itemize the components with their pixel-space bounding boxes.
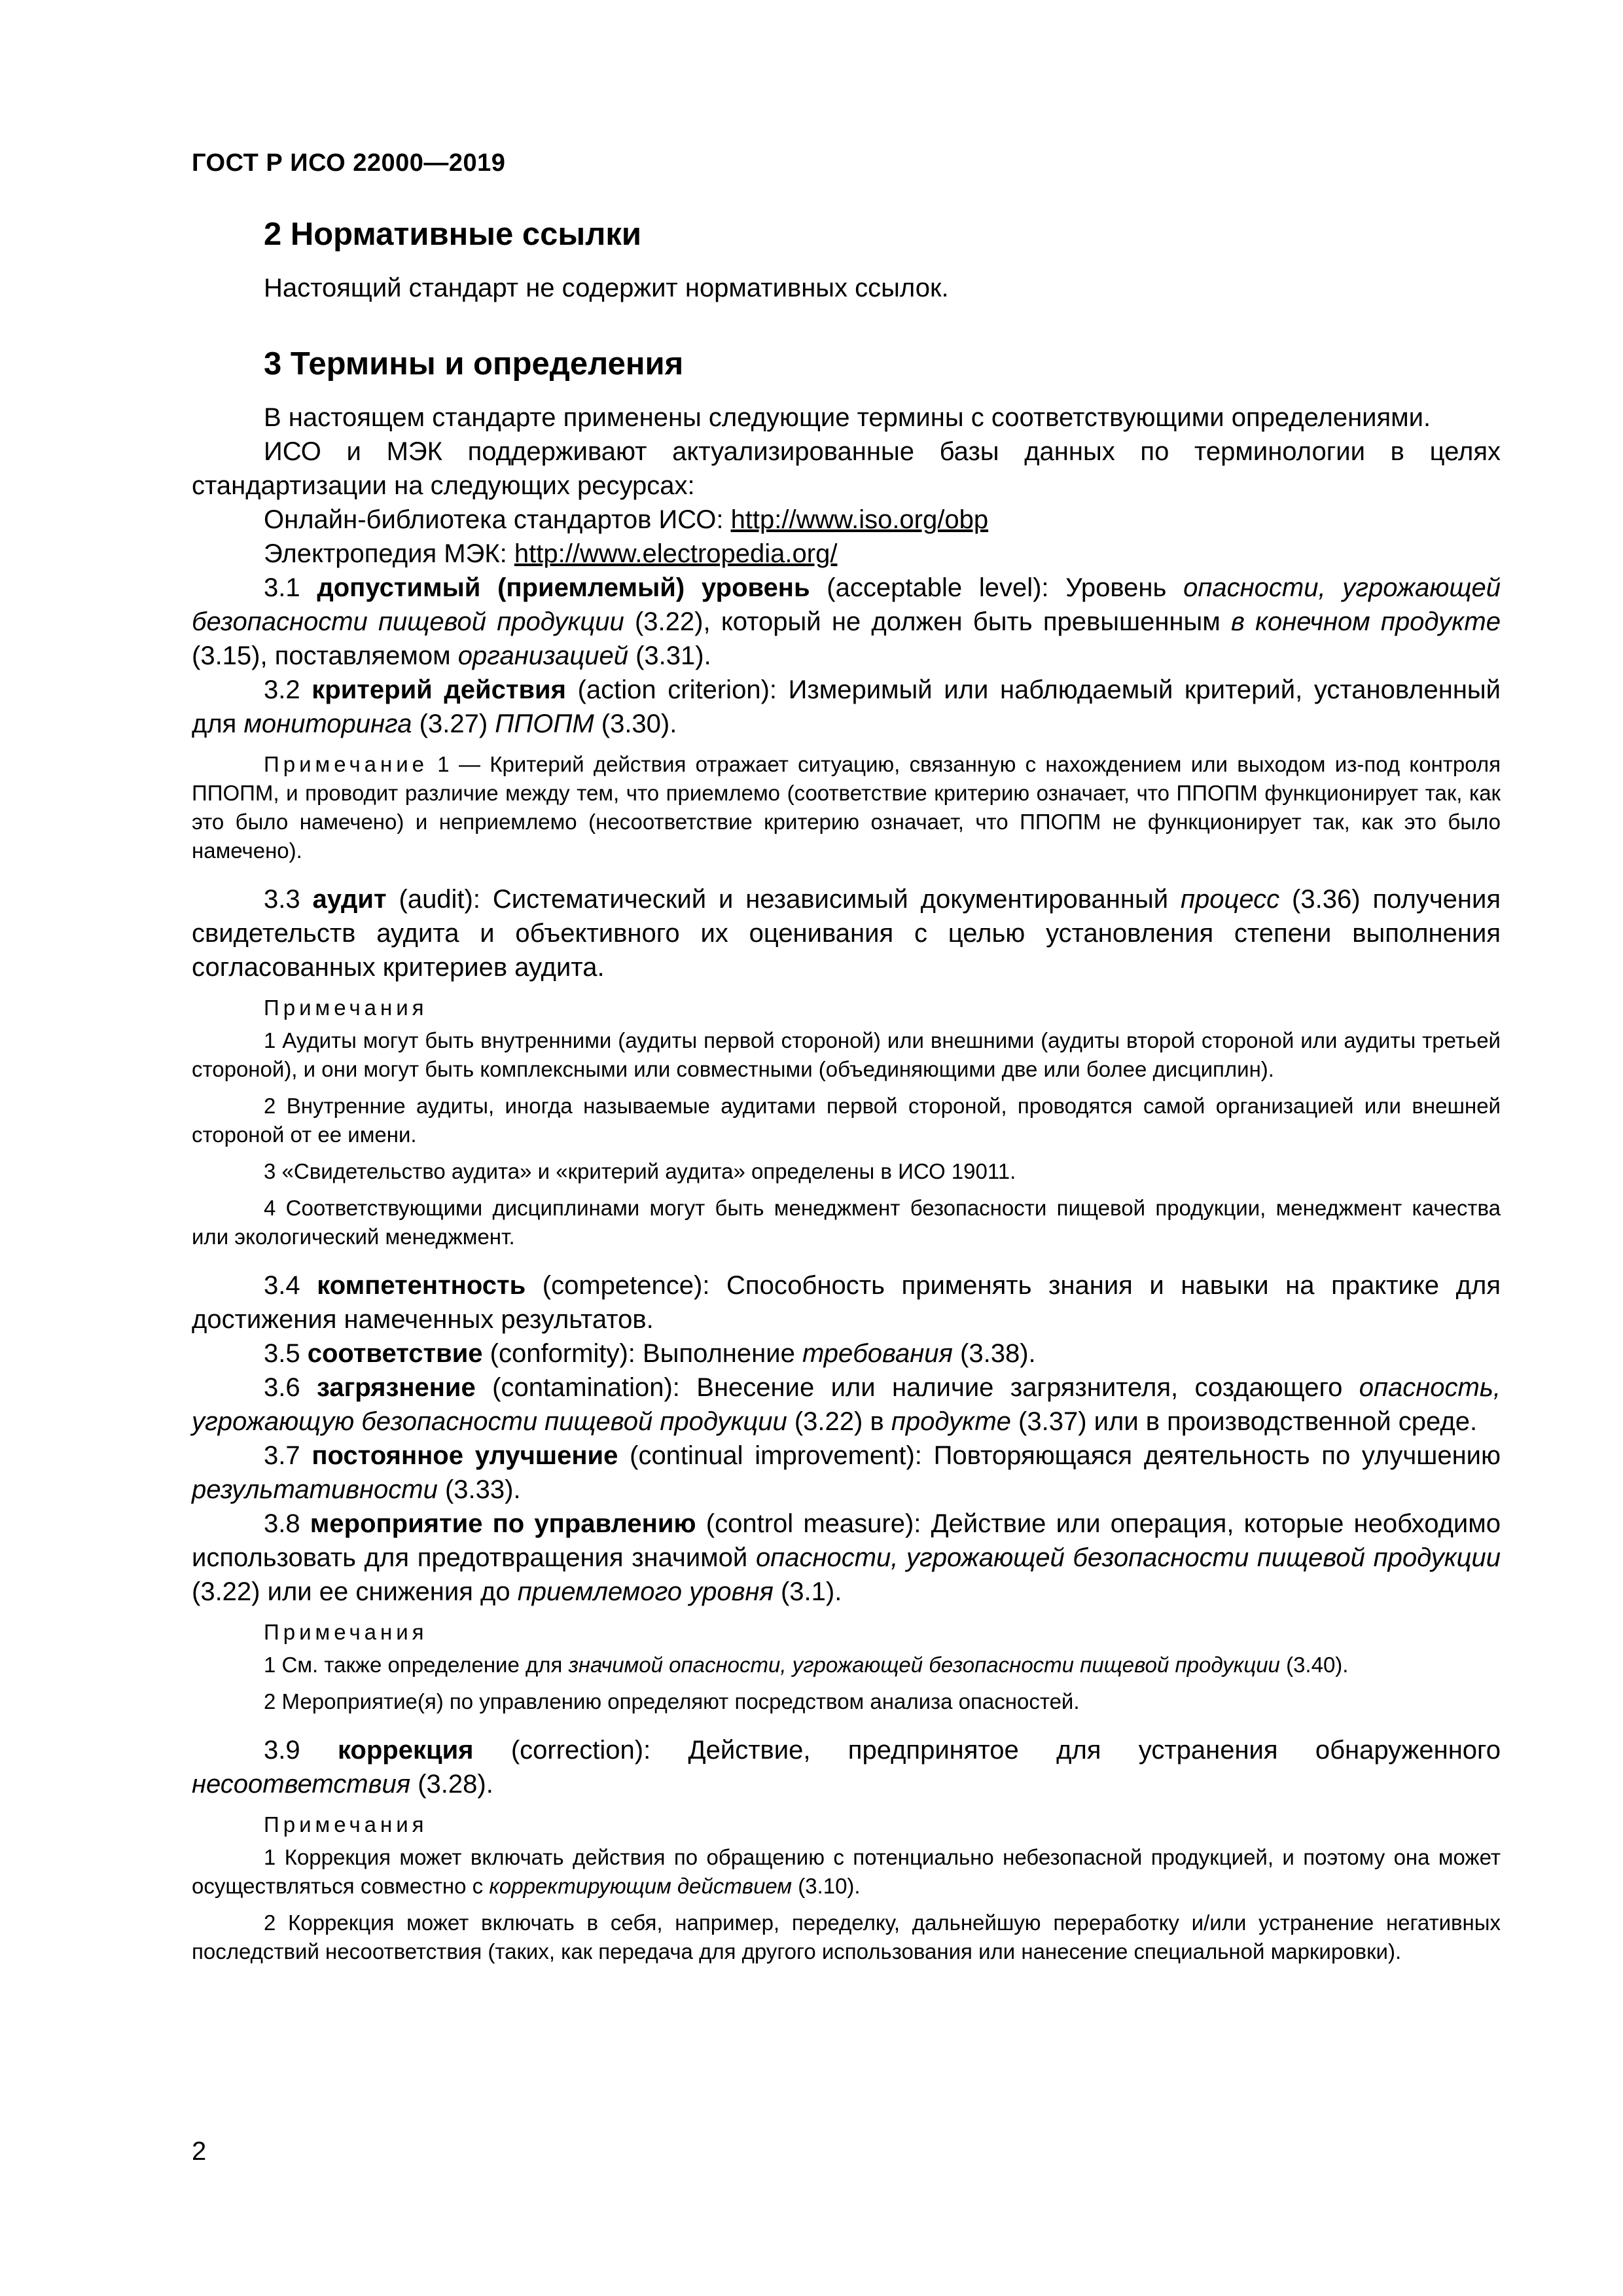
term-3-1-name: допустимый (приемлемый) уровень xyxy=(317,573,810,602)
term-3-8-name: мероприятие по управлению xyxy=(310,1509,696,1538)
term-3-7-name: постоянное улучшение xyxy=(312,1441,618,1470)
term-3-3-note-4: 4 Соответствующими дисциплинами могут быть менеджмент безопасности пищевой продукции, менеджмент качества или экологический менеджмент. xyxy=(192,1196,1501,1249)
iso-library-label: Онлайн-библиотека стандартов ИСО: xyxy=(264,505,731,534)
term-3-9-note-2: 2 Коррекция может включать в себя, например, переделку, дальнейшую переработку и/или устранение негативных последствий несоответствия (таких, как передача для другого использования или нанесение специальной маркировки). xyxy=(192,1910,1501,1964)
term-3-8-note-1: 1 См. также определение для значимой опасности, угрожающей безопасности пищевой продукции (3.40). xyxy=(264,1653,1349,1677)
electropedia-label: Электропедия МЭК: xyxy=(264,539,514,568)
section-3-intro: В настоящем стандарте применены следующие термины с соответствующими определениями. xyxy=(264,403,1431,432)
term-3-5-name: соответствие xyxy=(307,1339,483,1368)
document-header: ГОСТ Р ИСО 22000—2019 xyxy=(192,149,506,177)
term-3-7: 3.7 постоянное улучшение (continual improvement): Повторяющаяся деятельность по улучшению результативности (3.33). xyxy=(192,1441,1501,1504)
note-label: Примечание xyxy=(264,752,429,776)
term-3-6-name: загрязнение xyxy=(316,1373,476,1402)
term-3-9-notes-heading: Примечания xyxy=(264,1812,428,1837)
iso-library-line xyxy=(192,503,1501,537)
term-3-5: 3.5 соответствие (conformity): Выполнение требования (3.38). xyxy=(264,1339,1036,1368)
term-3-4-name: компетентность xyxy=(317,1271,526,1300)
term-3-6: 3.6 загрязнение (contamination): Внесение или наличие загрязнителя, создающего опасность, угрожающую безопасности пищевой продукции (3.22) в продукте (3.37) или в производственной среде. xyxy=(192,1373,1501,1436)
document-body xyxy=(192,216,1501,1983)
iso-library-link[interactable]: http://www.iso.org/obp xyxy=(730,505,989,534)
term-3-8-note-2: 2 Мероприятие(я) по управлению определяют посредством анализа опасностей. xyxy=(264,1689,1080,1713)
term-3-9-name: коррекция xyxy=(337,1736,474,1765)
term-3-2-name: критерий действия xyxy=(312,675,566,704)
term-3-3-notes-heading: Примечания xyxy=(264,996,428,1020)
electropedia-line xyxy=(192,537,1501,571)
term-3-8-notes-heading: Примечания xyxy=(264,1620,428,1644)
section-3-databases: ИСО и МЭК поддерживают актуализированные базы данных по терминологии в целях стандартизации на следующих ресурсах: xyxy=(192,437,1501,500)
page-number: 2 xyxy=(192,2137,207,2166)
term-3-8: 3.8 мероприятие по управлению (control measure): Действие или операция, которые необходимо использовать для предотвращения значимой опасности, угрожающей безопасности пищевой продукции (3.22) или ее снижения до приемлемого уровня (3.1). xyxy=(192,1509,1501,1606)
term-3-9-note-1: 1 Коррекция может включать действия по обращению с потенциально небезопасной продукцией, и поэтому она может осуществляться совместно с корректирующим действием (3.10). xyxy=(192,1845,1501,1898)
term-3-3-note-2: 2 Внутренние аудиты, иногда называемые аудитами первой стороной, проводятся самой организацией или внешней стороной от ее имени. xyxy=(192,1094,1501,1147)
term-3-2-note: Примечание 1 — Критерий действия отражает ситуацию, связанную с нахождением или выходом из-под контроля ППОПМ, и проводит различие между тем, что приемлемо (соответствие критерию означает, что ППОПМ функционирует так, как это было намечено) и неприемлемо (несоответствие критерию означает, что ППОПМ не функционирует так, как это было намечено). xyxy=(192,752,1501,863)
term-3-3-name: аудит xyxy=(312,885,387,914)
term-3-3-note-1: 1 Аудиты могут быть внутренними (аудиты первой стороной) или внешними (аудиты второй стороной или аудиты третьей стороной), и они могут быть комплексными или совместными (объединяющими две или более дисциплин). xyxy=(192,1028,1501,1081)
term-3-9: 3.9 коррекция (correction): Действие, предпринятое для устранения обнаруженного несоответствия (3.28). xyxy=(192,1736,1501,1799)
term-3-1: 3.1 допустимый (приемлемый) уровень (acceptable level): Уровень опасности, угрожающей безопасности пищевой продукции (3.22), который не должен быть превышенным в конечном продукте (3.15), поставляемом организацией (3.31). xyxy=(192,573,1501,670)
term-3-3-note-3: 3 «Свидетельство аудита» и «критерий аудита» определены в ИСО 19011. xyxy=(264,1159,1016,1183)
section-2-title: 2 Нормативные ссылки xyxy=(264,217,641,252)
term-3-3: 3.3 аудит (audit): Систематический и независимый документированный процесс (3.36) получения свидетельств аудита и объективного их оценивания с целью установления степени выполнения согласованных критериев аудита. xyxy=(192,885,1501,982)
term-3-4: 3.4 компетентность (competence): Способность применять знания и навыки на практике для достижения намеченных результатов. xyxy=(192,1271,1501,1334)
section-3-title: 3 Термины и определения xyxy=(264,346,684,382)
section-2-text: Настоящий стандарт не содержит нормативных ссылок. xyxy=(264,274,949,302)
electropedia-link[interactable]: http://www.electropedia.org/ xyxy=(514,539,838,568)
term-3-2: 3.2 критерий действия (action criterion): Измеримый или наблюдаемый критерий, установленный для мониторинга (3.27) ППОПМ (3.30). xyxy=(192,675,1501,738)
